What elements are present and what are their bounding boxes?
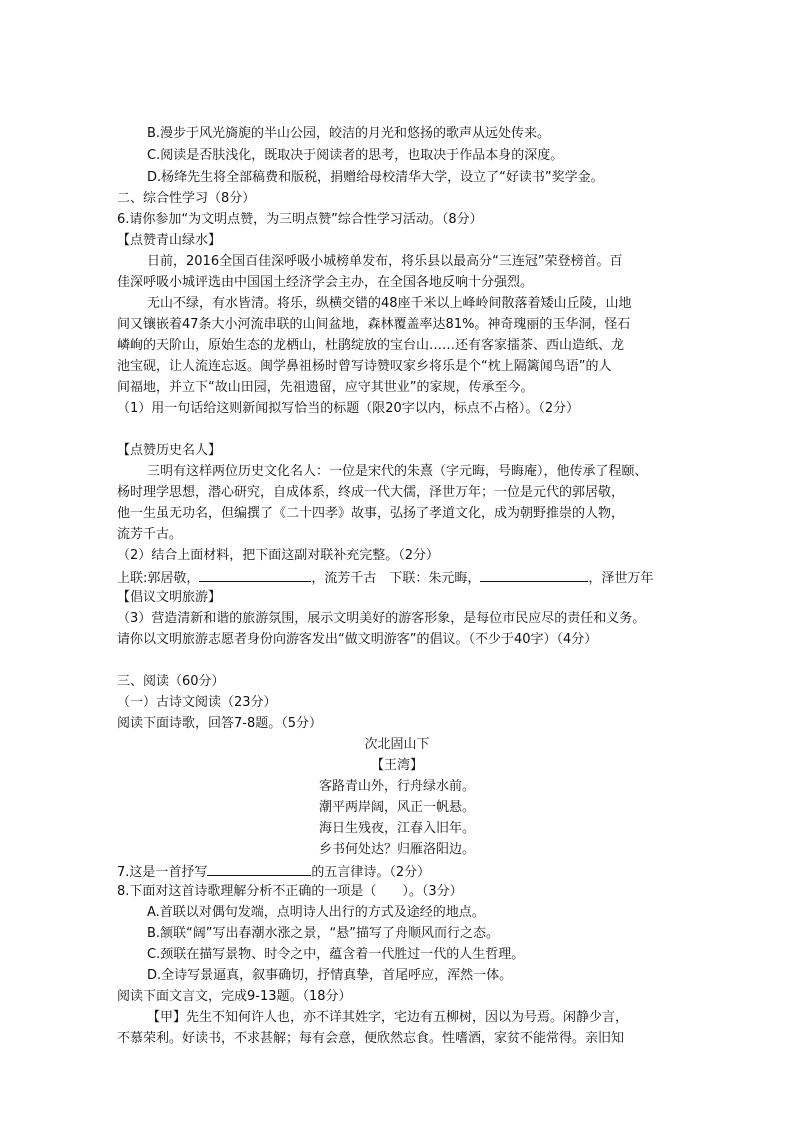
poem-line: 潮平两岸阔，风正一帆悬。 <box>318 800 475 815</box>
option-c: C.阅读是否肤浅化，既取决于阅读者的思考，也取决于作品本身的深度。 <box>147 148 564 163</box>
couplet-middle-text: ，流芳千古 下联：朱元晦， <box>311 571 481 586</box>
poem-line: 乡书何处达？归雁洛阳边。 <box>318 842 475 857</box>
paragraph-line: 三明有这样两位历史文化名人：一位是宋代的朱熹（字元晦，号晦庵），他传承了程颐、 <box>147 464 648 479</box>
couplet-upper-label: 上联:郭居敬， <box>117 571 200 586</box>
subquestion-3: （3）营造清新和谐的旅游氛围，展示文明美好的游客形象，是每位市民应尽的责任和义务。 <box>117 611 646 626</box>
subquestion-3-cont: 请你以文明旅游志愿者身份向游客发出“做文明游客”的倡议。（不少于40字）（4分） <box>117 632 598 647</box>
paragraph-line: 杨时理学思想，潜心研究，自成体系，终成一代大儒，泽世万年；一位是元代的郭居敬， <box>117 485 625 500</box>
couplet-line <box>117 567 653 589</box>
q8-option-a: A.首联以对偶句发端，点明诗人出行的方式及途经的地点。 <box>147 905 485 920</box>
poem-author: 【王湾】 <box>370 758 423 773</box>
question-7 <box>117 861 430 883</box>
paragraph-line: 池宝砚，让人流连忘返。闽学鼻祖杨时曾写诗赞叹家乡将乐是个“枕上隔篱闻鸟语”的人 <box>117 359 612 374</box>
paragraph-line: 嶙峋的天阶山，原始生态的龙栖山，杜鹃绽放的宝台山……还有客家擂茶、西山造纸、龙 <box>117 338 625 353</box>
poem-line: 客路青山外，行舟绿水前。 <box>318 779 475 794</box>
paragraph-line: 佳深呼吸小城评选由中国国土经济学会主办，在全国各地反响十分强烈。 <box>117 275 534 290</box>
question-7-text: 7.这是一首抒写 <box>117 865 208 880</box>
q8-option-c: C.颈联在描写景物、时令之中，蕴含着一代胜过一代的人生哲理。 <box>147 947 525 962</box>
instruction-poem: 阅读下面诗歌，回答7-8题。（5分） <box>117 716 323 731</box>
poem-line: 海日生残夜，江春入旧年。 <box>318 821 475 836</box>
passage-jia-line: 不慕荣利。好读书，不求甚解；每有会意，便欣然忘食。性嗜酒，家贫不能常得。亲旧知 <box>117 1031 625 1046</box>
passage-jia-line: 【甲】先生不知何许人也，亦不详其姓字，宅边有五柳树，因以为号焉。闲静少言， <box>147 1010 629 1025</box>
question-8: 8.下面对这首诗歌理解分析不正确的一项是（ ）。（3分） <box>117 884 463 899</box>
paragraph-line: 日前，2016全国百佳深呼吸小城榜单发布，将乐县以最高分“三连冠”荣登榜首。百 <box>147 254 623 269</box>
subquestion-1: （1）用一句话给这则新闻拟写恰当的标题（限20字以内，标点不占格）。（2分） <box>117 401 580 416</box>
paragraph-line: 间福地，并立下“故山田园，先祖遗留，应守其世业”的家规，传承至今。 <box>117 380 534 395</box>
subsection-title: （一）古诗文阅读（23分） <box>117 695 277 710</box>
question-6: 6.请你参加“为文明点赞，为三明点赞”综合性学习活动。（8分） <box>117 212 483 227</box>
question-7-text-end: 的五言律诗。（2分） <box>311 865 431 880</box>
heading-green-mountains: 【点赞青山绿水】 <box>117 233 222 248</box>
paragraph-line: 他一生虽无功名，但编撰了《二十四孝》故事，弘扬了孝道文化，成为朝野推崇的人物， <box>117 506 625 521</box>
couplet-lower-blank[interactable] <box>480 567 588 582</box>
section-title-integrated-learning: 二、综合性学习（8分） <box>117 191 256 206</box>
couplet-end-text: ，泽世万年 <box>588 571 654 586</box>
option-d: D.杨绛先生将全部稿费和版税，捐赠给母校清华大学，设立了“好读书”奖学金。 <box>147 170 604 185</box>
section-title-reading: 三、阅读（60分） <box>117 674 225 689</box>
paragraph-line: 流芳千古。 <box>117 527 183 542</box>
q8-option-b: B.颔联“阔”写出春潮水涨之景，“悬”描写了舟顺风而行之态。 <box>147 926 499 941</box>
couplet-upper-blank[interactable] <box>199 567 311 582</box>
subquestion-2: （2）结合上面材料，把下面这副对联补充完整。（2分） <box>117 548 440 563</box>
q8-option-d: D.全诗写景逼真，叙事确切，抒情真挚，首尾呼应，浑然一体。 <box>147 968 513 983</box>
question-7-blank[interactable] <box>207 861 311 876</box>
instruction-classical: 阅读下面文言文，完成9-13题。（18分） <box>117 989 352 1004</box>
option-b: B.漫步于风光旖旎的半山公园，皎洁的月光和悠扬的歌声从远处传来。 <box>147 126 551 141</box>
poem-title: 次北固山下 <box>364 737 430 752</box>
paragraph-line: 无山不绿，有水皆清。将乐，纵横交错的48座千米以上峰岭间散落着矮山丘陵，山地 <box>147 296 632 311</box>
heading-historical-figures: 【点赞历史名人】 <box>117 443 222 458</box>
paragraph-line: 间又镶嵌着47条大小河流串联的山间盆地，森林覆盖率达81%。神奇瑰丽的玉华洞，怪石 <box>117 317 631 332</box>
heading-civilized-tourism: 【倡议文明旅游】 <box>117 590 222 605</box>
